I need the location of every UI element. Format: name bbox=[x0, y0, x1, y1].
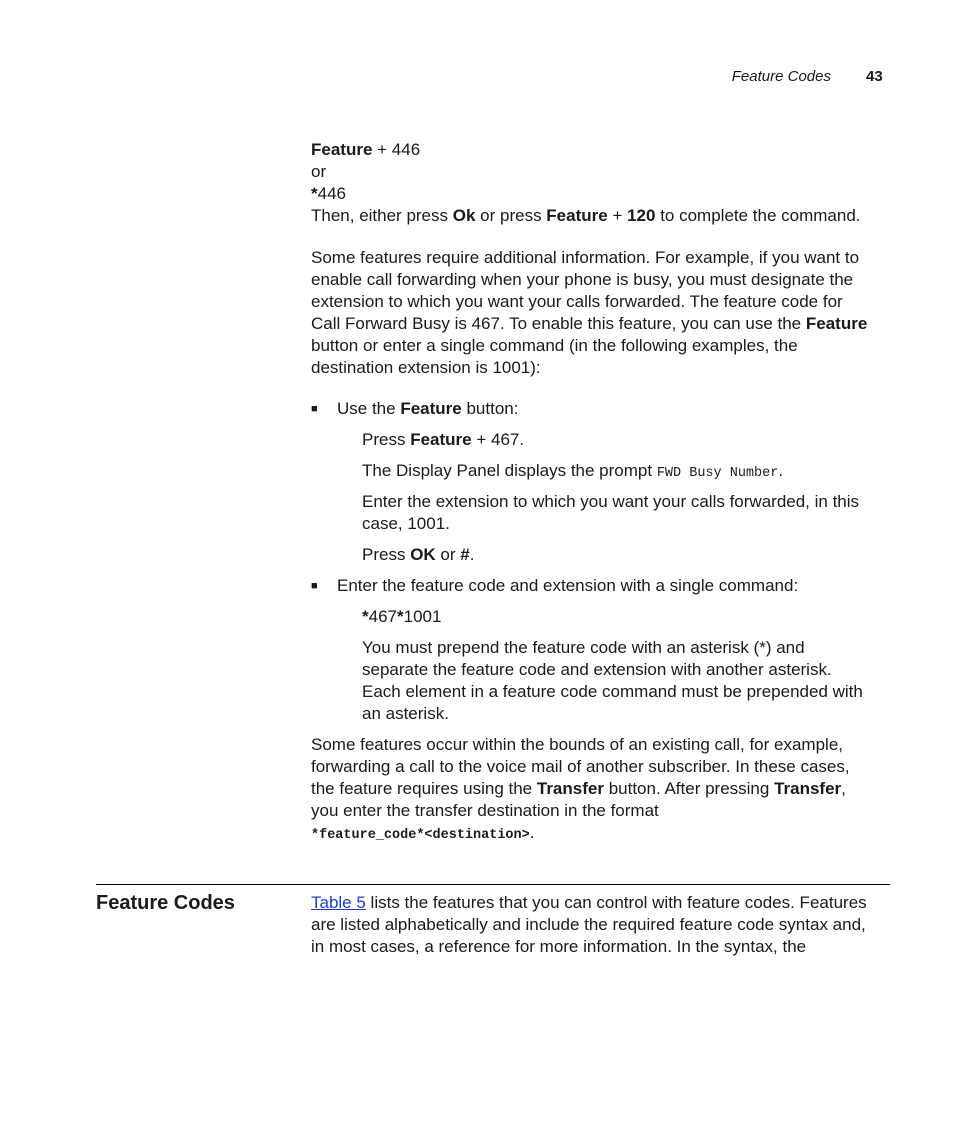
command-example: *467*1001 bbox=[362, 607, 442, 626]
step-enter-extension: Enter the extension to which you want your calls forwarded, in this case, 1001. bbox=[362, 492, 860, 533]
asterisk-note: You must prepend the feature code with an asterisk (*) and separate the feature code and extension with another asterisk. Each element in a feature code command must be prepended with an asterisk. bbox=[362, 638, 863, 723]
intro-block bbox=[311, 139, 893, 227]
section-paragraph: Table 5 lists the features that you can control with feature codes. Features are listed alphabetically and include the required feature code syntax and, in most cases, a reference for more information. In the syntax, the bbox=[311, 893, 867, 956]
bullet-item-feature-button: Use the Feature button: bbox=[337, 399, 519, 418]
bullet-item-single-command: Enter the feature code and extension with a single command: bbox=[337, 576, 799, 595]
table-5-link[interactable]: Table 5 bbox=[311, 893, 366, 912]
intro-line-4: Then, either press Ok or press Feature + 120 to complete the command. bbox=[311, 206, 861, 225]
step-press-feature: Press Feature + 467. bbox=[362, 430, 525, 449]
intro-line-3: *446 bbox=[311, 184, 346, 203]
bullet-icon: ■ bbox=[311, 403, 318, 415]
step-press-ok: Press OK or #. bbox=[362, 545, 475, 564]
section-heading: Feature Codes bbox=[96, 892, 235, 914]
paragraph-additional-info: Some features require additional information. For example, if you want to enable call forwarding when your phone is busy, you must designate the extension to which you want your calls forwarded. The feature code for Call Forward Busy is 467. To enable this feature, you can use the Feature button or enter a single command (in the following examples, the destination extension is 1001): bbox=[311, 248, 868, 377]
section-divider bbox=[96, 884, 890, 885]
format-code: *feature_code*<destination> bbox=[311, 828, 530, 843]
bullet-icon: ■ bbox=[311, 580, 318, 592]
page-number: 43 bbox=[866, 68, 883, 85]
intro-line-1: Feature + 446 bbox=[311, 140, 421, 159]
paragraph-transfer: Some features occur within the bounds of an existing call, for example, forwarding a call to the voice mail of another subscriber. In these cases, the feature requires using the Transfer button. After pressing Transfer, you enter the transfer destination in the format *feature_code*<destination>. bbox=[311, 735, 850, 843]
feature-keyword: Feature bbox=[311, 140, 373, 159]
running-header-title: Feature Codes bbox=[731, 68, 831, 85]
step-display-prompt: The Display Panel displays the prompt FWD Busy Number. bbox=[362, 461, 784, 481]
intro-line-2: or bbox=[311, 162, 327, 181]
prompt-text: FWD Busy Number bbox=[656, 466, 779, 481]
